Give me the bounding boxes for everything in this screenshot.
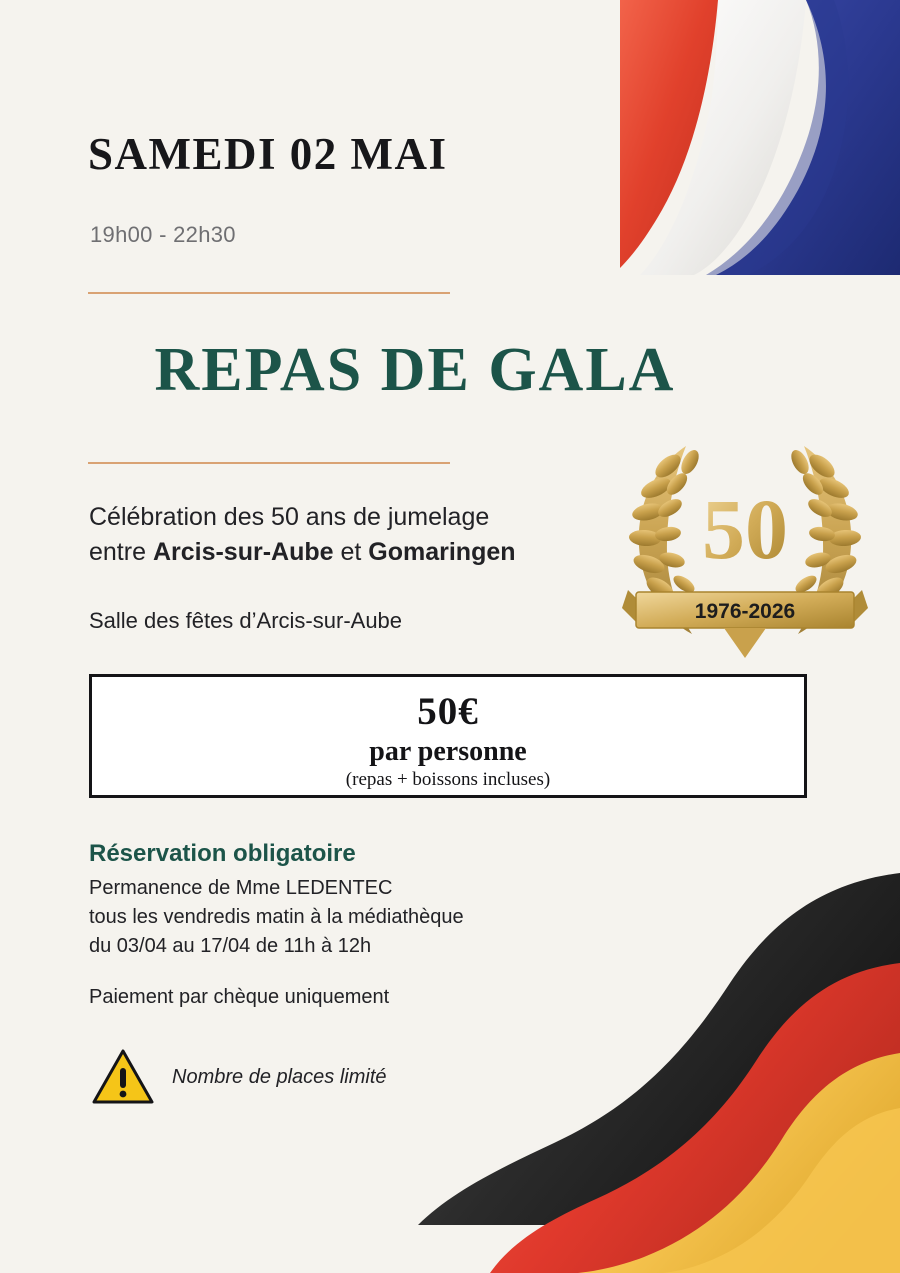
warning-triangle-icon <box>92 1048 154 1106</box>
price-note: (repas + boissons incluses) <box>345 769 551 790</box>
french-flag <box>620 0 900 275</box>
venue-text: Salle des fêtes d’Arcis-sur-Aube <box>89 608 403 633</box>
anniversary-badge <box>614 432 876 664</box>
town-gomaringen: Gomaringen <box>368 537 516 566</box>
celebration-text <box>89 500 649 569</box>
reservation-line-2: tous les vendredis matin à la médiathèque <box>89 906 464 928</box>
limited-seats-notice <box>92 1048 387 1106</box>
price-box <box>89 674 807 798</box>
badge-number: 50 <box>702 481 788 577</box>
reservation-line-1: Permanence de Mme LEDENTEC <box>89 877 393 899</box>
reservation-details <box>89 874 464 961</box>
badge-years: 1976-2026 <box>694 600 796 623</box>
divider-top <box>88 292 450 294</box>
event-name: REPAS DE GALA <box>154 336 676 404</box>
celebration-conjunction: et <box>333 537 369 566</box>
reservation-line-3: du 03/04 au 17/04 de 11h à 12h <box>89 935 372 957</box>
event-time: 19h00 - 22h30 <box>90 222 236 247</box>
badge-ribbon <box>622 590 868 658</box>
payment-info: Paiement par chèque uniquement <box>89 986 390 1008</box>
page-title: SAMEDI 02 MAI <box>88 129 448 179</box>
celebration-line-2 <box>89 535 649 570</box>
celebration-prefix: entre <box>89 537 153 566</box>
limited-seats-text: Nombre de places limité <box>172 1065 387 1088</box>
town-arcis: Arcis-sur-Aube <box>152 537 334 566</box>
divider-bottom <box>88 462 450 464</box>
celebration-line-1: Célébration des 50 ans de jumelage <box>89 503 490 531</box>
reservation-heading: Réservation obligatoire <box>89 840 356 867</box>
price-per-person: par personne <box>369 736 527 767</box>
price-amount: 50€ <box>417 690 479 733</box>
